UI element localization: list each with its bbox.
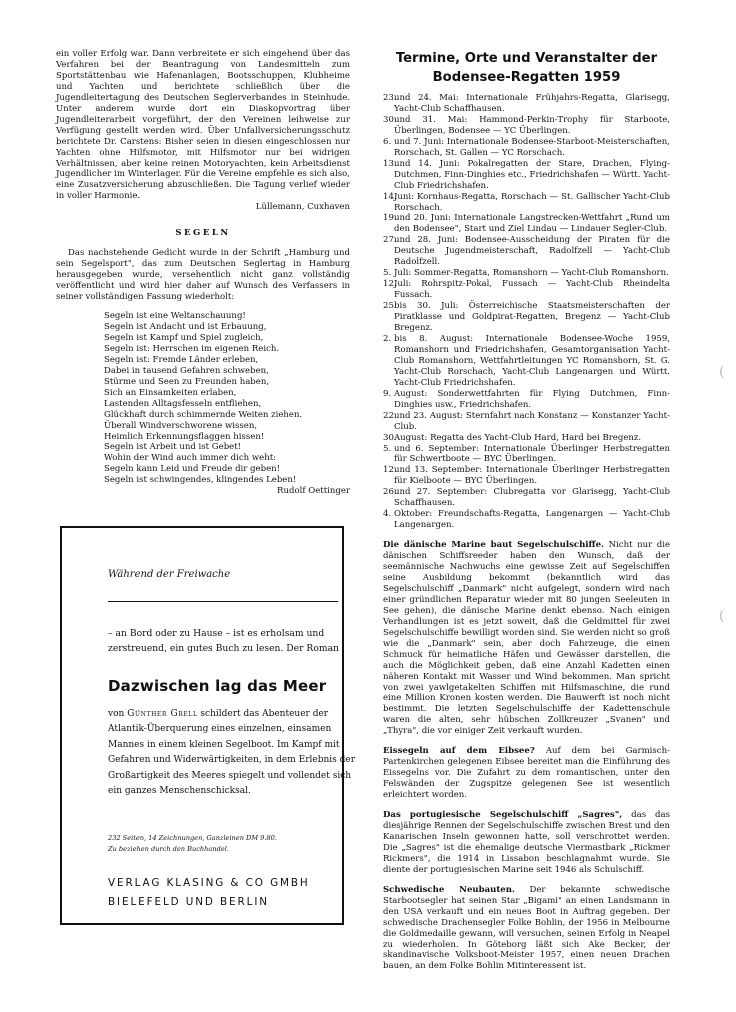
- regatta-list: [383, 93, 670, 531]
- news-item: [383, 885, 670, 973]
- news-item: [383, 746, 670, 801]
- entry-text: und 24. Mai: Internationale Frühjahrs-Regatta, Glarisegg, Yacht-Club Schaffhausen.: [394, 93, 670, 114]
- poem-line: Segeln ist Andacht und ist Erbauung,: [104, 321, 267, 332]
- regatta-entry: [383, 301, 670, 334]
- regatta-entry: [383, 433, 670, 444]
- entry-text: und 7. Juni: Internationale Bodensee-Starboot-Meisterschaften, Rorschach, St. Gallen — YC Rorschach.: [394, 136, 670, 158]
- regatta-entry: [383, 93, 670, 115]
- regatta-entry: [383, 235, 670, 268]
- ad-meta: [108, 833, 277, 855]
- book-advertisement: [60, 526, 356, 925]
- ad-desc-prefix: von: [108, 709, 125, 719]
- news-heading: Das portugiesische Segelschulschiff „Sagres",: [383, 810, 623, 821]
- ad-book-title: Dazwischen lag das Meer: [108, 677, 327, 695]
- regatta-entry: [383, 334, 670, 389]
- ad-description: [108, 707, 358, 799]
- ad-publisher-line: VERLAG KLASING & CO GMBH: [108, 877, 310, 889]
- entry-text: bis 8. August: Internationale Bodensee-Woche 1959, Romanshorn und Friedrichshafen, Gesamtorganisation Yacht-Club Romanshorn, Wettfahrtleitungen YC Romanshorn, St. G. Yacht-Club Rorschach, Yacht-Club Langenargen und Württ. Yacht-Club Friedrichshafen.: [394, 333, 670, 388]
- regatta-title-line: Bodensee-Regatten 1959: [432, 70, 621, 85]
- entry-date: 19.: [383, 213, 397, 224]
- poem-line: Segeln ist Arbeit und ist Gebet!: [104, 442, 242, 453]
- entry-text: Juli: Rohrspitz-Pokal, Fussach — Yacht-Club Rheindelta Fussach.: [394, 279, 670, 301]
- poem-line: Segeln ist Kampf und Spiel zugleich,: [104, 332, 264, 343]
- entry-date: 26.: [383, 487, 397, 498]
- entry-text: und 28. Juni: Bodensee-Ausscheidung der Piraten für die Deutsche Jugendmeisterschaft, Radolfzell — Yacht-Club Radolfzell.: [394, 235, 670, 268]
- entry-text: bis 30. Juli: Österreichische Staatsmeisterschaften der Piratklasse und Goldpirat-Regatten, Bregenz — Yacht-Club Bregenz.: [394, 301, 670, 334]
- ad-lead: – an Bord oder zu Hause – ist es erholsam und zerstreuend, ein gutes Buch zu lesen. Der Roman: [108, 628, 339, 654]
- regatta-entry: [383, 444, 670, 466]
- regatta-entry: [383, 411, 670, 433]
- ad-author: Günther Grell: [127, 709, 198, 719]
- regatta-entry: [383, 192, 670, 214]
- news-heading: Die dänische Marine baut Segelschulschiffe.: [383, 540, 604, 551]
- entry-date: 9.: [383, 388, 392, 399]
- poem-line: Segeln ist schwingendes, klingendes Leben!: [104, 475, 297, 486]
- entry-date: 14.: [383, 191, 397, 202]
- binding-mark-icon: (: [719, 364, 725, 380]
- entry-date: 6.: [383, 136, 392, 147]
- intro-signature: Lüllemann, Cuxhaven: [255, 202, 350, 213]
- poem-line: Segeln ist: Fremde Länder erleben,: [104, 354, 259, 365]
- poem-line: Dabei in tausend Gefahren schweben,: [104, 365, 269, 376]
- entry-text: und 20. Juni: Internationale Langstrecken-Wettfahrt „Rund um den Bodensee", Start und Ziel Lindau — Lindauer Segler-Club.: [394, 213, 670, 235]
- ad-desc-rest: schildert das Abenteuer der Atlantik-Überquerung eines einzelnen, einsamen Mannes in einem kleinen Segelboot. Im Kampf mit Gefahren und Widerwärtigkeiten, in dem Erlebnis der Großartigkeit des Meeres spiegelt und vollendet sich ein ganzes Menschenschicksal.: [108, 709, 356, 797]
- entry-date: 5.: [383, 443, 392, 454]
- poem-line: Sich an Einsamkeiten erlaben,: [104, 387, 237, 398]
- poem-intro: Das nachstehende Gedicht wurde in der Schrift „Hamburg und sein Segelsport", das zum Deutschen Seglertag in Hamburg herausgegeben wurde, versehentlich nicht ganz vollständig veröffentlicht und wird hier daher auf Wunsch des Verfassers in seiner vollständigen Fassung wiederholt:: [56, 248, 350, 303]
- poem-line: Lastenden Alltagsfesseln entfliehen,: [104, 398, 262, 409]
- entry-date: 22.: [383, 410, 397, 421]
- entry-date: 4.: [383, 509, 392, 520]
- regatta-entry: [383, 389, 670, 411]
- entry-text: Juli: Sommer-Regatta, Romanshorn — Yacht-Club Romanshorn.: [394, 268, 669, 279]
- regatta-entry: [383, 268, 670, 279]
- poem-line: Heimlich Erkennungsflaggen hissen!: [104, 431, 265, 442]
- poem-line: Wohin der Wind auch immer dich weht:: [104, 453, 277, 464]
- entry-date: 30.: [383, 432, 397, 443]
- ad-divider: [108, 601, 338, 602]
- ad-publisher-line: BIELEFELD UND BERLIN: [108, 896, 269, 908]
- news-body: Auf dem bei Garmisch-Partenkirchen gelegenen Eibsee bereitet man die Einführung des Eissegelns vor. Die Zufahrt zu dem romantischen, unter den Felswänden der Zugspitze gelegenen See ist wesentlich erleichtert worden.: [383, 746, 670, 801]
- news-body: das das diesjährige Rennen der Segelschulschiffe zwischen Brest und den Kanarischen Inseln gewonnen hatte, soll verschrottet werden. Die „Sagres" ist die ehemalige deutsche Viermastbark „Rickmer Rickmers", die 1914 in Lissabon beschlagnahmt wurde. Sie diente der portugiesischen Marine seit 1946 als Schulschiff.: [383, 810, 671, 875]
- news-body: Nicht nur die dänischen Schiffsreeder haben den Wunsch, daß der seemännische Nachwuchs eine gewisse Zeit auf Segelschiffen seine Ausbildung bekommt (bekanntlich wird das Segelschulschiff „Danmark" nicht aufgelegt, sondern wird nach einer gründlichen Reparatur wieder mit 80 jungen Seeleuten in See gehen), die dänische Marine denkt ebenso. Nach einigen Verhandlungen ist es jetzt soweit, daß die Geldmittel für zwei Segelschulschiffe bewilligt worden sind. Sie werden nicht so groß wie die „Danmark" sein, aber doch Fahrzeuge, die einen Schmuck für heimatliche Häfen und Gewässer darstellen, die auch die Möglichkeit geben, daß eine Anzahl Kadetten einen näheren Kontakt mit Wasser und Wind bekommen. Man spricht von zwei yawlgetakelten Schiffen mit Hilfsmaschine, die rund eine Million Kronen kosten werden. Die Bauwerft ist noch nicht bestimmt. Die letzten Segelschulschiffe der Kadettenschule waren die alten, sehr hübschen Zollkreuzer „Svanen" und „Thyra", die vor einiger Zeit verkauft wurden.: [383, 540, 670, 737]
- news-item: [383, 810, 670, 876]
- regatta-entry: [383, 115, 670, 137]
- poem-line: Segeln ist: Herrschen im eigenen Reich.: [104, 343, 280, 354]
- right-column: [383, 49, 670, 972]
- poem-line: Segeln ist eine Weltanschauung!: [104, 311, 246, 322]
- regatta-entry: [383, 465, 670, 487]
- entry-date: 12.: [383, 279, 397, 290]
- poem-heading: SEGELN: [175, 228, 231, 239]
- poem-line: Glückhaft durch schimmernde Weiten ziehen.: [104, 409, 303, 420]
- entry-date: 25.: [383, 301, 397, 312]
- ad-kicker: Während der Freiwache: [108, 569, 231, 580]
- news-heading: Eissegeln auf dem Eibsee?: [383, 746, 535, 757]
- entry-date: 23.: [383, 93, 397, 103]
- entry-date: 12.: [383, 465, 397, 476]
- news-heading: Schwedische Neubauten.: [383, 884, 515, 895]
- entry-text: Juni: Kornhaus-Regatta, Rorschach — St. Gallischer Yacht-Club Rorschach.: [394, 191, 670, 213]
- ad-meta-line: Zu beziehen durch den Buchhandel.: [108, 845, 229, 853]
- ad-meta-line: 232 Seiten, 14 Zeichnungen, Ganzleinen DM 9.80.: [108, 834, 277, 842]
- entry-text: August: Regatta des Yacht-Club Hard, Hard bei Bregenz.: [394, 432, 642, 443]
- regatta-entry: [383, 509, 670, 531]
- poem: [104, 311, 350, 486]
- poem-line: Überall Windverschworene wissen,: [104, 420, 258, 431]
- poem-author: Rudolf Oettinger: [277, 486, 350, 497]
- regatta-title: [383, 49, 670, 87]
- regatta-entry: [383, 137, 670, 159]
- entry-date: 2.: [383, 333, 392, 344]
- entry-text: und 6. September: Internationale Überlinger Herbstregatten für Schwertboote — BYC Überlingen.: [394, 443, 670, 465]
- binding-mark-icon: (: [719, 608, 725, 624]
- entry-text: August: Sonderwettfahrten für Flying Dutchmen, Finn-Dinghies usw., Friedrichshafen.: [394, 388, 670, 410]
- ad-publisher: [108, 874, 310, 912]
- regatta-title-line: Termine, Orte und Veranstalter der: [395, 51, 658, 66]
- entry-text: und 27. September: Clubregatta vor Glarisegg, Yacht-Club Schaffhausen.: [394, 487, 670, 509]
- entry-text: Oktober: Freundschafts-Regatta, Langenargen — Yacht-Club Langenargen.: [394, 509, 670, 531]
- regatta-entry: [383, 213, 670, 235]
- entry-text: und 13. September: Internationale Überlinger Herbstregatten für Kielboote — BYC Überlingen.: [394, 465, 670, 487]
- poem-line: Stürme und Seen zu Freunden haben,: [104, 376, 270, 387]
- news-body: Der bekannte schwedische Starbootsegler hat seinen Star „Bigami" an einen Landsmann in den USA verkauft und ein neues Boot in Auftrag gegeben. Der schwedische Drachensegler Folke Bohlin, der 1956 in Melbourne die Goldmedaille gewann, will versuchen, seinen Erfolg in Neapel zu wiederholen. In Göteborg läßt sich Ake Becker, der skandinavische Volksboot-Meister 1957, einen neuen Drachen bauen, an dem Folke Bohlin Mitinteressent ist.: [383, 884, 670, 972]
- news-item: [383, 540, 670, 737]
- entry-date: 27.: [383, 235, 397, 246]
- entry-date: 13.: [383, 158, 397, 169]
- entry-date: 30.: [383, 114, 397, 125]
- entry-text: und 23. August: Sternfahrt nach Konstanz — Konstanzer Yacht-Club.: [394, 410, 670, 432]
- poem-line: Segeln kann Leid und Freude dir geben!: [104, 464, 281, 475]
- regatta-entry: [383, 279, 670, 301]
- left-column: [56, 49, 350, 497]
- regatta-entry: [383, 159, 670, 192]
- intro-paragraph: ein voller Erfolg war. Dann verbreitete er sich eingehend über das Verfahren bei der Beantragung von Landesmitteln zum Sportstättenbau wie Hafenanlagen, Bootsschuppen, Klubheime und Yachten und berichtete schließlich über die Jugendleitertagung des Deutschen Seglerverbandes in Steinhude. Unter anderem wurde dort ein Diaskopvortrag über Jugendleiterarbeit vorgeführt, der den Vereinen leihweise zur Verfügung gestellt werden wird. Über Unfallversicherungsschutz berichtete Dr. Carstens: Bisher seien in diesen eingeschlossen nur Yachten ohne Hilfsmotor, mit Hilfsmotor nur bei widrigen Verhältnissen, aber keine reinen Motoryachten, kein Arbeitsdienst Jugendlicher im Winterlager. Für die Vereine empfehle es sich also, eine Zusatzversicherung abzuschließen. Die Tagung verlief wieder in voller Harmonie.: [56, 49, 350, 202]
- regatta-entry: [383, 487, 670, 509]
- entry-date: 5.: [383, 268, 392, 279]
- entry-text: und 31. Mai: Hammond-Perkin-Trophy für Starboote, Überlingen, Bodensee — YC Überlingen.: [394, 114, 670, 136]
- entry-text: und 14. Juni: Pokalregatten der Stare, Drachen, Flying-Dutchmen, Finn-Dinghies etc., Friedrichshafen — Württ. Yacht-Club Friedrichshafen.: [394, 158, 670, 191]
